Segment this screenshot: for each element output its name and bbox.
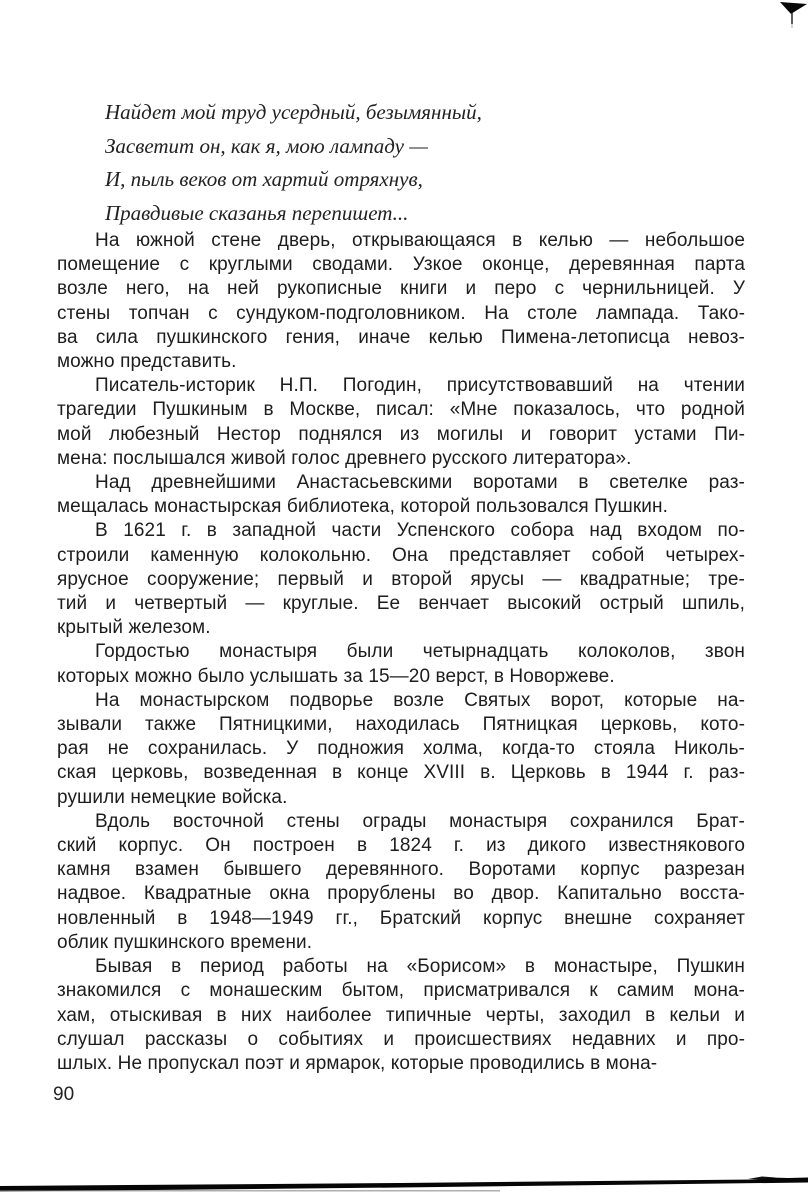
text-line: Гордостью монастыря были четырнадцать колоколов, звон bbox=[95, 641, 745, 663]
epigraph-line: Найдет мой труд усердный, безымянный, bbox=[105, 100, 482, 124]
text-line: В 1621 г. в западной части Успенского собора над входом по- bbox=[95, 520, 745, 542]
text-line: хам, отыскивая в них наиболее типичные черты, заходил в кельи и bbox=[57, 1004, 745, 1026]
text-line: рая не сохранилась. У подножия холма, когда-то стояла Николь- bbox=[57, 738, 745, 760]
text-line: Писатель-историк Н.П. Погодин, присутствовавший на чтении bbox=[95, 375, 745, 397]
text-line: зывали также Пятницкими, находилась Пятницкая церковь, кото- bbox=[57, 714, 745, 736]
text-line: новленный в 1948—1949 гг., Братский корпус внешне сохраняет bbox=[57, 907, 745, 929]
paragraph-bells bbox=[57, 640, 745, 688]
text-line: облик пушкинского времени. bbox=[57, 931, 313, 953]
text-line: ва сила пушкинского гения, иначе келью Пимена-летописца невоз- bbox=[57, 326, 745, 348]
text-line: помещение с круглыми сводами. Узкое оконце, деревянная парта bbox=[57, 254, 745, 276]
text-line: ярусное сооружение; первый и второй ярусы — квадратные; тре- bbox=[57, 568, 745, 590]
text-line: строили каменную колокольню. Она представляет собой четырех- bbox=[57, 544, 745, 566]
page-number: 90 bbox=[53, 1084, 75, 1105]
text-line: знакомился с монашеским бытом, присматривался к самим мона- bbox=[57, 980, 745, 1002]
text-line: ский корпус. Он построен в 1824 г. из дикого известнякового bbox=[57, 835, 745, 857]
text-line: Вдоль восточной стены ограды монастыря сохранился Брат- bbox=[95, 810, 745, 832]
epigraph-line: Правдивые сказанья перепишет... bbox=[105, 200, 409, 225]
paragraph-pogodin-quote bbox=[57, 374, 745, 471]
text-line: На монастырском подворье возле Святых ворот, которые на- bbox=[95, 689, 745, 711]
scan-artifact-bottom-edge bbox=[0, 1175, 808, 1193]
text-line: Над древнейшими Анастасьевскими воротами в светелке раз- bbox=[95, 472, 745, 494]
paragraph-pushkin-monastery bbox=[57, 955, 745, 1076]
text-line: трагедии Пушкиным в Москве, писал: «Мне показалось, что родной bbox=[57, 399, 745, 421]
text-line: шлых. Не пропускал поэт и ярмарок, которые проводились в мона- bbox=[57, 1052, 658, 1074]
epigraph bbox=[105, 96, 482, 230]
text-line: мена: послышался живой голос древнего русского литератора». bbox=[57, 447, 632, 469]
paragraph-churches bbox=[57, 689, 745, 810]
paragraph-library bbox=[57, 471, 745, 519]
text-line: стены топчан с сундуком-подголовником. На столе лампада. Тако- bbox=[57, 302, 745, 324]
text-line: можно представить. bbox=[57, 351, 237, 373]
paragraph-cell-description bbox=[57, 229, 745, 374]
epigraph-line: Засветит он, как я, мою лампаду — bbox=[105, 133, 428, 158]
epigraph-line: И, пыль веков от хартий отряхнув, bbox=[105, 167, 423, 191]
text-line: слушал рассказы о событиях и происшествиях недавних и про- bbox=[57, 1028, 745, 1050]
text-line: тий и четвертый — круглые. Ее венчает высокий острый шпиль, bbox=[57, 593, 745, 615]
text-line: мой любезный Нестор поднялся из могилы и говорит устами Пи- bbox=[57, 423, 745, 445]
text-line: которых можно было услышать за 15—20 верст, в Новоржеве. bbox=[57, 665, 615, 687]
text-line: надвое. Квадратные окна прорублены во двор. Капитально восста- bbox=[57, 883, 745, 905]
body-text bbox=[57, 229, 745, 1076]
paragraph-belltower bbox=[57, 519, 745, 640]
text-line: рушили немецкие войска. bbox=[57, 786, 288, 808]
text-line: Бывая в период работы на «Борисом» в монастыре, Пушкин bbox=[95, 956, 745, 978]
text-line: возле него, на ней рукописные книги и перо с чернильницей. У bbox=[57, 278, 745, 300]
text-line: ская церковь, возведенная в конце XVIII в. Церковь в 1944 г. раз- bbox=[57, 762, 745, 784]
text-line: камня взамен бывшего деревянного. Воротами корпус разрезан bbox=[57, 859, 745, 881]
text-line: крытый железом. bbox=[57, 617, 211, 639]
text-line: мещалась монастырская библиотека, которой пользовался Пушкин. bbox=[57, 496, 668, 518]
paragraph-bratsky-korpus bbox=[57, 810, 745, 955]
scan-artifact-top-right bbox=[774, 0, 808, 34]
text-line: На южной стене дверь, открывающаяся в келью — небольшое bbox=[95, 230, 745, 251]
